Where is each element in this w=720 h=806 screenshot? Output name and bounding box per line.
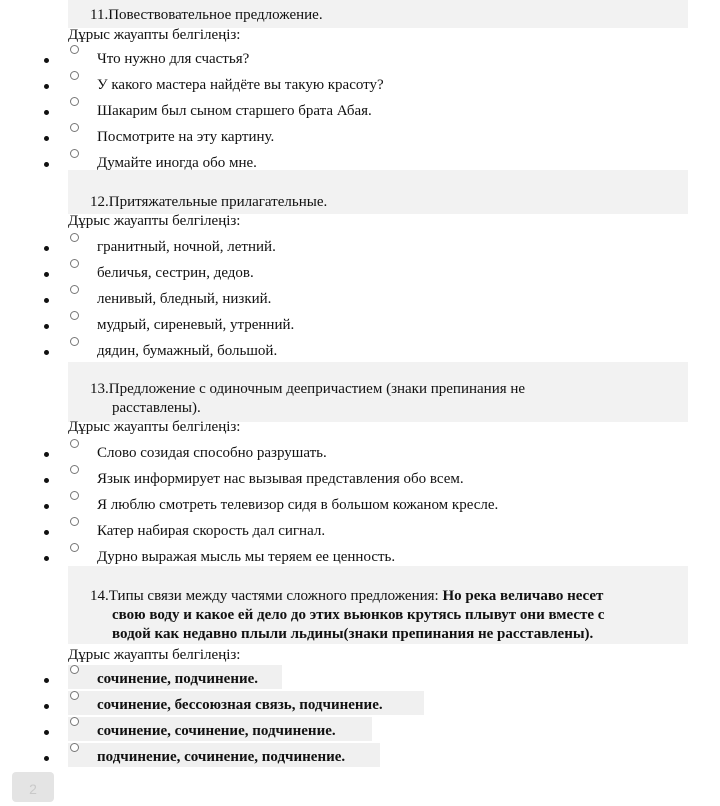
bullet — [44, 556, 49, 561]
bullet — [44, 350, 49, 355]
instruction-text: Дұрыс жауапты белгілеңіз: — [68, 213, 241, 229]
option-label: Дурно выражая мысль мы теряем ее ценность. — [97, 549, 396, 565]
answer-option[interactable] — [0, 123, 720, 149]
bullet — [44, 298, 49, 303]
answer-option[interactable] — [0, 97, 720, 123]
answer-option[interactable] — [0, 71, 720, 97]
question-title: 11.Повествовательное предложение. — [90, 7, 323, 23]
answer-option[interactable] — [0, 491, 720, 517]
option-label: Посмотрите на эту картину. — [97, 129, 275, 145]
answer-option[interactable] — [0, 439, 720, 465]
option-label: сочинение, сочинение, подчинение. — [97, 723, 336, 739]
question-title: 12.Притяжательные прилагательные. — [90, 194, 328, 210]
bullet — [44, 530, 49, 535]
option-label: дядин, бумажный, большой. — [97, 343, 278, 359]
radio-button[interactable] — [70, 311, 79, 320]
question-sentence: водой как недавно плыли льдины(знаки препинания не расставлены). — [112, 626, 594, 642]
bullet — [44, 272, 49, 277]
bullet — [44, 730, 49, 735]
question-title-line: 13.Предложение с одиночным деепричастием (знаки препинания не — [90, 381, 526, 397]
answer-option[interactable] — [0, 517, 720, 543]
radio-button[interactable] — [70, 71, 79, 80]
option-label: сочинение, бессоюзная связь, подчинение. — [97, 697, 383, 713]
option-label: подчинение, сочинение, подчинение. — [97, 749, 346, 765]
answer-option[interactable] — [0, 665, 720, 691]
bullet — [44, 324, 49, 329]
answer-option[interactable] — [0, 149, 720, 175]
question-title — [90, 587, 690, 644]
answer-option[interactable] — [0, 45, 720, 71]
radio-button[interactable] — [70, 45, 79, 54]
option-label: мудрый, сиреневый, утренний. — [97, 317, 295, 333]
bullet — [44, 136, 49, 141]
bullet — [44, 452, 49, 457]
bullet — [44, 110, 49, 115]
option-label: Катер набирая скорость дал сигнал. — [97, 523, 326, 539]
option-label: Шакарим был сыном старшего брата Абая. — [97, 103, 372, 119]
radio-button[interactable] — [70, 233, 79, 242]
radio-button[interactable] — [70, 97, 79, 106]
question-sentence: свою воду и какое ей дело до этих вьюнков крутясь плывут они вместе с — [112, 607, 605, 623]
radio-button[interactable] — [70, 691, 79, 700]
answer-option[interactable] — [0, 311, 720, 337]
answer-option[interactable] — [0, 233, 720, 259]
bullet — [44, 84, 49, 89]
radio-button[interactable] — [70, 439, 79, 448]
answer-option[interactable] — [0, 337, 720, 363]
option-label: Слово созидая способно разрушать. — [97, 445, 327, 461]
question-title-line: расставлены). — [112, 400, 201, 416]
radio-button[interactable] — [70, 743, 79, 752]
answer-option[interactable] — [0, 543, 720, 569]
option-label: Думайте иногда обо мне. — [97, 155, 257, 171]
answer-option[interactable] — [0, 743, 720, 769]
question-title-text: 14.Типы связи между частями сложного предложения: — [90, 588, 443, 604]
bullet — [44, 58, 49, 63]
instruction-text: Дұрыс жауапты белгілеңіз: — [68, 419, 241, 435]
page-number-button[interactable]: 2 — [12, 772, 54, 802]
question-title — [90, 380, 690, 418]
radio-button[interactable] — [70, 337, 79, 346]
bullet — [44, 704, 49, 709]
radio-button[interactable] — [70, 149, 79, 158]
bullet — [44, 756, 49, 761]
bullet — [44, 678, 49, 683]
answer-option[interactable] — [0, 691, 720, 717]
instruction-text: Дұрыс жауапты белгілеңіз: — [68, 27, 241, 43]
bullet — [44, 162, 49, 167]
answer-option[interactable] — [0, 717, 720, 743]
radio-button[interactable] — [70, 717, 79, 726]
radio-button[interactable] — [70, 665, 79, 674]
bullet — [44, 246, 49, 251]
radio-button[interactable] — [70, 543, 79, 552]
question-sentence: Но река величаво несет — [442, 588, 604, 604]
option-label: сочинение, подчинение. — [97, 671, 259, 687]
radio-button[interactable] — [70, 491, 79, 500]
option-label: У какого мастера найдёте вы такую красоту? — [97, 77, 384, 93]
radio-button[interactable] — [70, 285, 79, 294]
instruction-text: Дұрыс жауапты белгілеңіз: — [68, 647, 241, 663]
bullet — [44, 478, 49, 483]
option-label: Что нужно для счастья? — [97, 51, 250, 67]
option-label: беличья, сестрин, дедов. — [97, 265, 254, 281]
radio-button[interactable] — [70, 465, 79, 474]
bullet — [44, 504, 49, 509]
answer-option[interactable] — [0, 259, 720, 285]
radio-button[interactable] — [70, 123, 79, 132]
option-label: ленивый, бледный, низкий. — [97, 291, 272, 307]
option-label: Язык информирует нас вызывая представления обо всем. — [97, 471, 464, 487]
answer-option[interactable] — [0, 285, 720, 311]
option-label: Я люблю смотреть телевизор сидя в большом кожаном кресле. — [97, 497, 499, 513]
radio-button[interactable] — [70, 259, 79, 268]
answer-option[interactable] — [0, 465, 720, 491]
option-label: гранитный, ночной, летний. — [97, 239, 276, 255]
radio-button[interactable] — [70, 517, 79, 526]
